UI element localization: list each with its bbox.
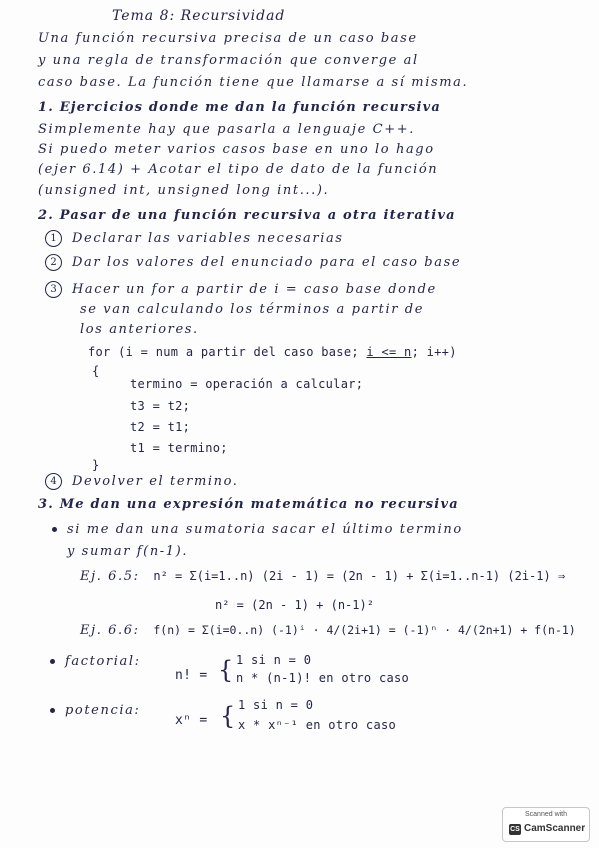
step-4-text: Devolver el termino. bbox=[72, 474, 239, 489]
example-6-6-formula: f(n) = Σ(i=0..n) (-1)ⁱ · 4/(2i+1) = (-1)ⁿ · 4/(2n+1) + f(n-1) bbox=[153, 623, 576, 637]
code-body-line-3: t2 = t1; bbox=[130, 420, 191, 434]
potencia-case-1: 1 si n = 0 bbox=[238, 698, 314, 712]
example-6-5-result: n² = (2n - 1) + (n-1)² bbox=[215, 598, 374, 612]
step-1-text: Declarar las variables necesarias bbox=[72, 231, 344, 246]
code-body-line-4: t1 = termino; bbox=[130, 441, 228, 455]
bullet-sumatoria bbox=[52, 522, 463, 538]
step-2 bbox=[45, 254, 461, 271]
bullet-dot bbox=[50, 659, 55, 664]
factorial-case-1: 1 si n = 0 bbox=[236, 653, 312, 667]
bullet-dot bbox=[50, 708, 55, 713]
bullet-sumatoria-line-1: si me dan una sumatoria sacar el último termino bbox=[67, 522, 463, 537]
section-1-line-1: Simplemente hay que pasarla a lenguaje C++. bbox=[38, 122, 415, 137]
step-1-marker: 1 bbox=[45, 230, 62, 247]
example-6-5-formula: n² = Σ(i=1..n) (2i - 1) = (2n - 1) + Σ(i=1..n-1) (2i-1) ⇒ bbox=[153, 569, 566, 583]
code-for-line bbox=[88, 344, 457, 360]
code-body-line-2: t3 = t2; bbox=[130, 399, 191, 413]
step-2-text: Dar los valores del enunciado para el caso base bbox=[72, 255, 462, 270]
factorial-brace: { bbox=[218, 656, 235, 684]
camscanner-name: CamScanner bbox=[524, 823, 586, 834]
example-6-6-label: Ej. 6.6: bbox=[80, 623, 140, 638]
step-3-text: Hacer un for a partir de i = caso base donde bbox=[72, 282, 437, 297]
step-4 bbox=[45, 473, 239, 490]
step-3 bbox=[45, 281, 437, 298]
section-1-line-2: Si puedo meter varios casos base en uno lo hago bbox=[38, 142, 435, 157]
code-for-start: for (i = num a partir del caso base; bbox=[88, 345, 367, 359]
factorial-lhs: n! = bbox=[175, 668, 208, 683]
section-1-heading: 1. Ejercicios donde me dan la función recursiva bbox=[38, 100, 442, 115]
bullet-sumatoria-line-2: y sumar f(n-1). bbox=[67, 544, 189, 559]
step-1 bbox=[45, 230, 344, 247]
camscanner-badge bbox=[502, 807, 590, 842]
bullet-potencia bbox=[50, 703, 140, 719]
scanned-with-text: Scanned with bbox=[524, 811, 568, 818]
step-3-cont-2: los anteriores. bbox=[80, 322, 199, 337]
potencia-label: potencia: bbox=[65, 703, 141, 718]
intro-line-3: caso base. La función tiene que llamarse a sí misma. bbox=[38, 75, 469, 90]
step-3-marker: 3 bbox=[45, 281, 62, 298]
intro-line-2: y una regla de transformación que converge al bbox=[38, 53, 419, 68]
bullet-factorial bbox=[50, 654, 141, 670]
step-3-cont-1: se van calculando los términos a partir de bbox=[80, 302, 425, 317]
camscanner-logo-icon: CS bbox=[510, 826, 520, 833]
section-1-line-3: (ejer 6.14) + Acotar el tipo de dato de la función bbox=[38, 162, 439, 177]
example-6-5 bbox=[80, 568, 565, 585]
code-for-condition: i <= n bbox=[366, 345, 412, 359]
code-body-line-1: termino = operación a calcular; bbox=[130, 377, 364, 391]
page-title: Tema 8: Recursividad bbox=[112, 8, 286, 24]
code-open-brace: { bbox=[92, 364, 100, 378]
code-close-brace: } bbox=[92, 458, 100, 472]
potencia-case-2: x * xⁿ⁻¹ en otro caso bbox=[238, 718, 397, 732]
code-for-end: ; i++) bbox=[411, 345, 457, 359]
step-2-marker: 2 bbox=[45, 254, 62, 271]
potencia-lhs: xⁿ = bbox=[175, 713, 208, 728]
section-1-line-4: (unsigned int, unsigned long int...). bbox=[38, 183, 330, 198]
intro-line-1: Una función recursiva precisa de un caso base bbox=[38, 31, 418, 46]
factorial-label: factorial: bbox=[65, 654, 141, 669]
bullet-dot bbox=[52, 527, 57, 532]
step-4-marker: 4 bbox=[45, 473, 62, 490]
section-3-heading: 3. Me dan una expresión matemática no recursiva bbox=[38, 497, 459, 512]
section-2-heading: 2. Pasar de una función recursiva a otra iterativa bbox=[38, 208, 456, 223]
example-6-5-label: Ej. 6.5: bbox=[80, 569, 140, 584]
potencia-brace: { bbox=[220, 702, 237, 730]
example-6-6 bbox=[80, 622, 576, 639]
factorial-case-2: n * (n-1)! en otro caso bbox=[236, 671, 410, 685]
